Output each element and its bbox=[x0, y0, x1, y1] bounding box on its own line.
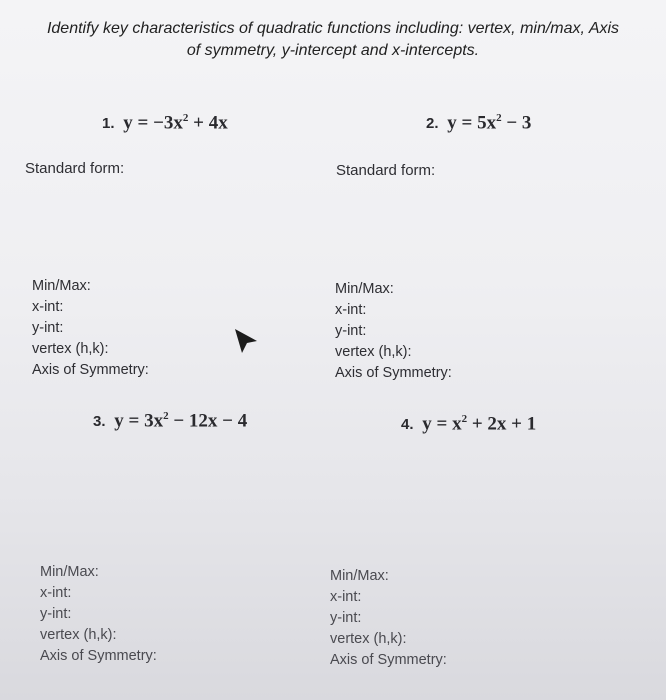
problem-2-characteristics bbox=[335, 279, 452, 384]
equation-text: − 3 bbox=[501, 112, 532, 134]
problem-4-equation bbox=[401, 413, 536, 435]
equation-text: y = 3x bbox=[114, 410, 164, 432]
problem-1-number: 1. bbox=[102, 115, 115, 133]
problem-2-standard-form-label: Standard form: bbox=[336, 162, 436, 179]
min-max-label: Min/Max: bbox=[335, 281, 394, 297]
problem-3-equation bbox=[93, 410, 247, 432]
problem-4-number: 4. bbox=[401, 416, 414, 434]
problem-1-standard-form-label: Standard form: bbox=[25, 160, 125, 177]
x-int-label: x-int: bbox=[32, 299, 64, 315]
vertex-label: vertex (h,k): bbox=[32, 341, 109, 357]
problem-4-characteristics bbox=[330, 566, 447, 671]
y-int-label: y-int: bbox=[40, 606, 72, 622]
problem-2-number: 2. bbox=[426, 115, 439, 133]
exponent: 2 bbox=[163, 410, 169, 422]
x-int-label: x-int: bbox=[330, 589, 362, 605]
x-int-label: x-int: bbox=[335, 302, 367, 318]
axis-of-symmetry-label: Axis of Symmetry: bbox=[40, 648, 157, 664]
instructions-line-2: of symmetry, y-intercept and x-intercepts. bbox=[186, 42, 480, 59]
axis-of-symmetry-label: Axis of Symmetry: bbox=[330, 652, 447, 668]
vertex-label: vertex (h,k): bbox=[335, 344, 412, 360]
vertex-label: vertex (h,k): bbox=[40, 627, 117, 643]
vertex-label: vertex (h,k): bbox=[330, 631, 407, 647]
axis-of-symmetry-label: Axis of Symmetry: bbox=[32, 362, 149, 378]
exponent: 2 bbox=[461, 413, 468, 425]
min-max-label: Min/Max: bbox=[32, 278, 91, 294]
equation-text: y = −3x bbox=[123, 112, 183, 134]
equation-text: y = 5x bbox=[447, 112, 497, 134]
equation-text: + 2x + 1 bbox=[467, 413, 537, 435]
min-max-label: Min/Max: bbox=[40, 564, 99, 580]
x-int-label: x-int: bbox=[40, 585, 72, 601]
equation-text: − 12x − 4 bbox=[168, 410, 248, 432]
axis-of-symmetry-label: Axis of Symmetry: bbox=[335, 365, 452, 381]
problem-2-equation bbox=[426, 112, 531, 134]
problem-3-number: 3. bbox=[93, 413, 106, 431]
equation-text: + 4x bbox=[188, 112, 228, 134]
equation-text: y = x bbox=[422, 413, 462, 435]
y-int-label: y-int: bbox=[32, 320, 64, 336]
exponent: 2 bbox=[496, 112, 502, 124]
problem-3-characteristics bbox=[40, 562, 157, 667]
mouse-pointer-icon bbox=[233, 327, 259, 360]
y-int-label: y-int: bbox=[335, 323, 367, 339]
exponent: 2 bbox=[182, 112, 189, 124]
min-max-label: Min/Max: bbox=[330, 568, 389, 584]
problem-1-characteristics bbox=[32, 276, 149, 381]
instructions-line-1: Identify key characteristics of quadratic functions including: vertex, min/max, Axis bbox=[46, 20, 620, 37]
y-int-label: y-int: bbox=[330, 610, 362, 626]
problem-1-equation bbox=[102, 112, 228, 134]
